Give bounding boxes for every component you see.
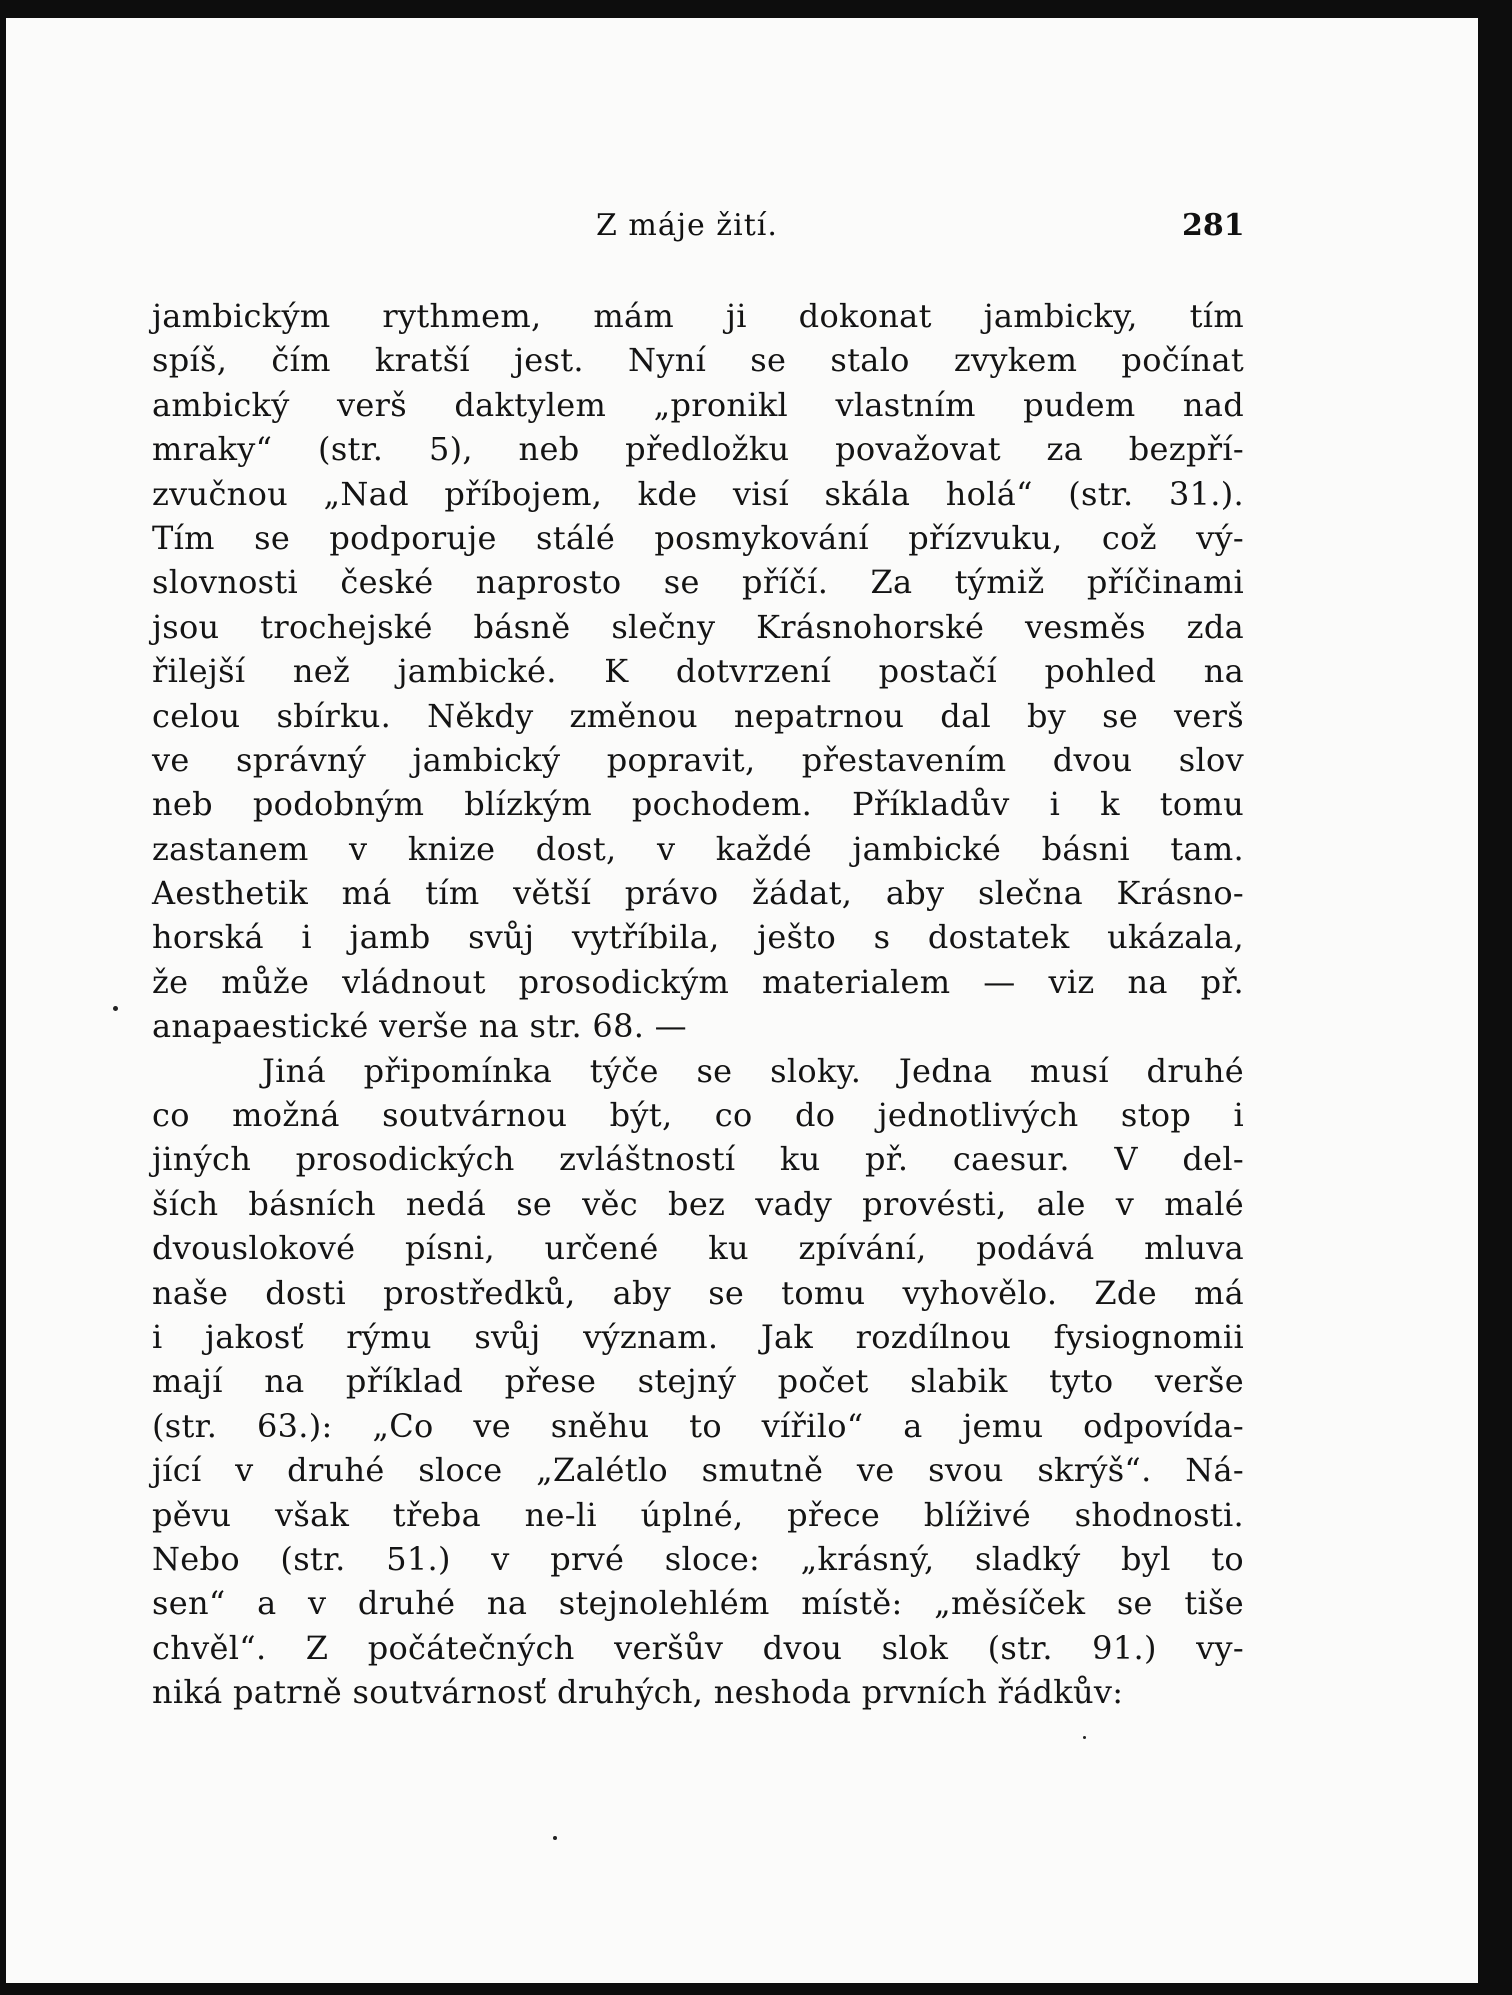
text-line: ambický verš daktylem „pronikl vlastním pudem nad [152, 385, 1244, 424]
text-line: i jakosť rýmu svůj význam. Jak rozdílnou fysiognomii [152, 1317, 1244, 1356]
text-line: spíš, čím kratší jest. Nyní se stalo zvykem počínat [152, 341, 1244, 380]
text-line: jambickým rythmem, mám ji dokonat jambicky, tím [152, 297, 1244, 335]
scan-speck [553, 1836, 557, 1840]
text-line: zastanem v knize dost, v každé jambické básni tam. [152, 829, 1244, 868]
text-line: ve správný jambický popravit, přestavením dvou slov [152, 740, 1244, 779]
text-line-paragraph-start: Jiná připomínka týče se sloky. Jedna musí druhé [262, 1051, 1244, 1090]
scan-speck [113, 1006, 118, 1011]
body-text [152, 294, 1244, 1715]
text-line: celou sbírku. Někdy změnou nepatrnou dal by se verš [152, 696, 1244, 735]
text-line: mají na příklad přese stejný počet slabik tyto verše [152, 1362, 1244, 1401]
text-line: slovnosti české naprosto se příčí. Za týmiž příčinami [152, 563, 1244, 602]
page-number: 281 [1182, 208, 1245, 243]
text-line: mraky“ (str. 5), neb předložku považovat za bezpří- [152, 430, 1244, 469]
text-line: pěvu však třeba ne-li úplné, přece blíživé shodnosti. [152, 1495, 1244, 1534]
text-line: řilejší než jambické. K dotvrzení postačí pohled na [152, 652, 1244, 691]
text-line: neb podobným blízkým pochodem. Příkladův i k tomu [152, 785, 1244, 824]
text-line: ších básních nedá se věc bez vady provésti, ale v malé [152, 1184, 1244, 1223]
text-line: sen“ a v druhé na stejnolehlém místě: „měsíček se tiše [152, 1584, 1244, 1623]
text-line: co možná soutvárnou být, co do jednotlivých stop i [152, 1096, 1244, 1135]
running-head [6, 208, 1478, 248]
text-line: horská i jamb svůj vytříbila, ješto s dostatek ukázala, [152, 918, 1244, 957]
text-line: jící v druhé sloce „Zalétlo smutně ve svou skrýš“. Ná- [152, 1451, 1244, 1490]
scan-speck [1083, 1736, 1086, 1739]
text-line: jsou trochejské básně slečny Krásnohorské vesměs zda [152, 607, 1244, 646]
text-line: naše dosti prostředků, aby se tomu vyhovělo. Zde má [152, 1273, 1244, 1312]
text-line: (str. 63.): „Co ve sněhu to vířilo“ a jemu odpovída- [152, 1406, 1244, 1445]
text-line: Nebo (str. 51.) v prvé sloce: „krásný, sladký byl to [152, 1539, 1244, 1578]
text-line: dvouslokové písni, určené ku zpívání, podává mluva [152, 1229, 1244, 1268]
text-line: zvučnou „Nad příbojem, kde visí skála holá“ (str. 31.). [152, 474, 1244, 513]
text-line: Tím se podporuje stálé posmykování přízvuku, což vý- [152, 518, 1244, 557]
text-line: jiných prosodických zvláštností ku př. caesur. V del- [152, 1140, 1244, 1179]
book-page [6, 18, 1478, 1983]
text-line: chvěl“. Z počátečných veršův dvou slok (str. 91.) vy- [152, 1628, 1244, 1667]
running-title: Z máje žití. [596, 208, 778, 243]
text-line: Aesthetik má tím větší právo žádat, aby slečna Krásno- [152, 874, 1244, 913]
text-line: anapaestické verše na str. 68. — [152, 1007, 687, 1046]
text-line: niká patrně soutvárnosť druhých, neshoda prvních řádkův: [152, 1673, 1124, 1712]
text-line: že může vládnout prosodickým materialem — viz na př. [152, 962, 1244, 1001]
